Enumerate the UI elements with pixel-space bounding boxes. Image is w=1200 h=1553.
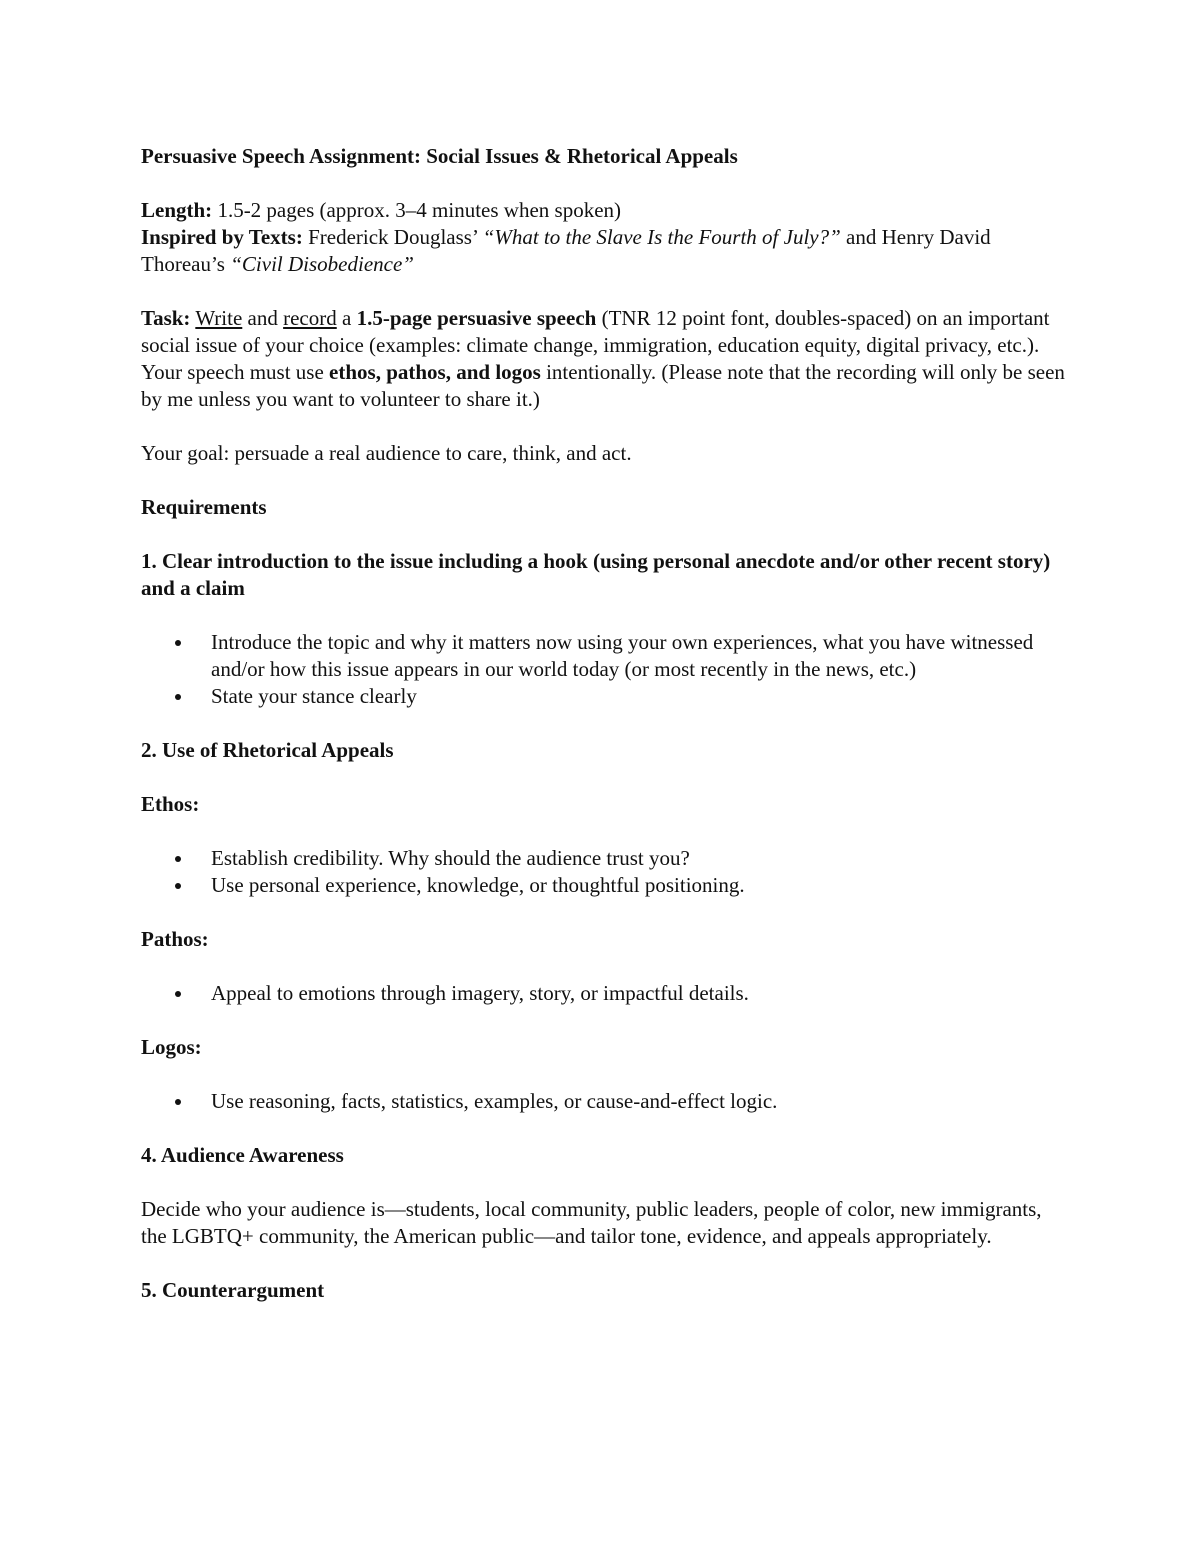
bullet-icon [175, 640, 181, 646]
document-page [141, 143, 1071, 1304]
logos-bullet-list [141, 1088, 1071, 1115]
list-item [141, 980, 1071, 1007]
list-item [141, 629, 1071, 683]
list-item [141, 845, 1071, 872]
task-and: and [247, 306, 278, 330]
list-item-text: Use reasoning, facts, statistics, examples, or cause-and-effect logic. [211, 1089, 778, 1113]
task-end: intentionally. (Please note that the recording will only be seen by me unless you want to volunteer to share it.) [141, 360, 1065, 411]
list-item-text: State your stance clearly [211, 684, 417, 708]
section4-body: Decide who your audience is—students, local community, public leaders, people of color, new immigrants, the LGBTQ+ community, the American public—and tailor tone, evidence, and appeals appropriately. [141, 1197, 1042, 1248]
section4-heading: 4. Audience Awareness [141, 1143, 344, 1167]
task-label: Task: [141, 306, 191, 330]
list-item [141, 872, 1071, 899]
task-write: Write [195, 306, 243, 330]
logos-heading: Logos: [141, 1035, 202, 1059]
ethos-heading: Ethos: [141, 792, 200, 816]
task-middle: (TNR 12 point font, doubles-spaced) on an important social issue of your choice (examples: climate change, immigration, education equity, digital privacy, etc.). Your speech must use [141, 306, 1050, 384]
goal-line: Your goal: persuade a real audience to care, think, and act. [141, 441, 632, 465]
task-bold-appeals: ethos, pathos, and logos [329, 360, 541, 384]
list-item [141, 683, 1071, 710]
bullet-icon [175, 856, 181, 862]
list-item-text: Establish credibility. Why should the audience trust you? [211, 846, 690, 870]
pathos-heading: Pathos: [141, 927, 209, 951]
section1-heading: 1. Clear introduction to the issue including a hook (using personal anecdote and/or other recent story) and a claim [141, 549, 1051, 600]
length-line [141, 197, 1071, 224]
inspired-line [141, 224, 1071, 278]
inspired-text2: “Civil Disobedience” [230, 252, 414, 276]
length-label: Length: [141, 198, 213, 222]
inspired-connector: and Henry David Thoreau’s [141, 225, 991, 276]
bullet-icon [175, 991, 181, 997]
ethos-bullet-list [141, 845, 1071, 899]
section2-heading: 2. Use of Rhetorical Appeals [141, 738, 394, 762]
task-paragraph [141, 305, 1071, 413]
bullet-icon [175, 694, 181, 700]
pathos-bullet-list [141, 980, 1071, 1007]
bullet-icon [175, 1099, 181, 1105]
section5-heading: 5. Counterargument [141, 1278, 325, 1302]
list-item-text: Introduce the topic and why it matters now using your own experiences, what you have witnessed and/or how this issue appears in our world today (or most recently in the news, etc.) [211, 630, 1034, 681]
length-value: 1.5-2 pages (approx. 3–4 minutes when spoken) [217, 198, 622, 222]
task-a: a [342, 306, 352, 330]
requirements-heading: Requirements [141, 495, 267, 519]
bullet-icon [175, 883, 181, 889]
task-bold-speech: 1.5-page persuasive speech [356, 306, 597, 330]
list-item [141, 1088, 1071, 1115]
list-item-text: Appeal to emotions through imagery, story, or impactful details. [211, 981, 749, 1005]
list-item-text: Use personal experience, knowledge, or thoughtful positioning. [211, 873, 745, 897]
inspired-label: Inspired by Texts: [141, 225, 303, 249]
section1-bullet-list [141, 629, 1071, 710]
inspired-text1: “What to the Slave Is the Fourth of July?” [482, 225, 841, 249]
inspired-author1: Frederick Douglass’ [308, 225, 478, 249]
task-record: record [283, 306, 337, 330]
document-title: Persuasive Speech Assignment: Social Issues & Rhetorical Appeals [141, 144, 738, 168]
